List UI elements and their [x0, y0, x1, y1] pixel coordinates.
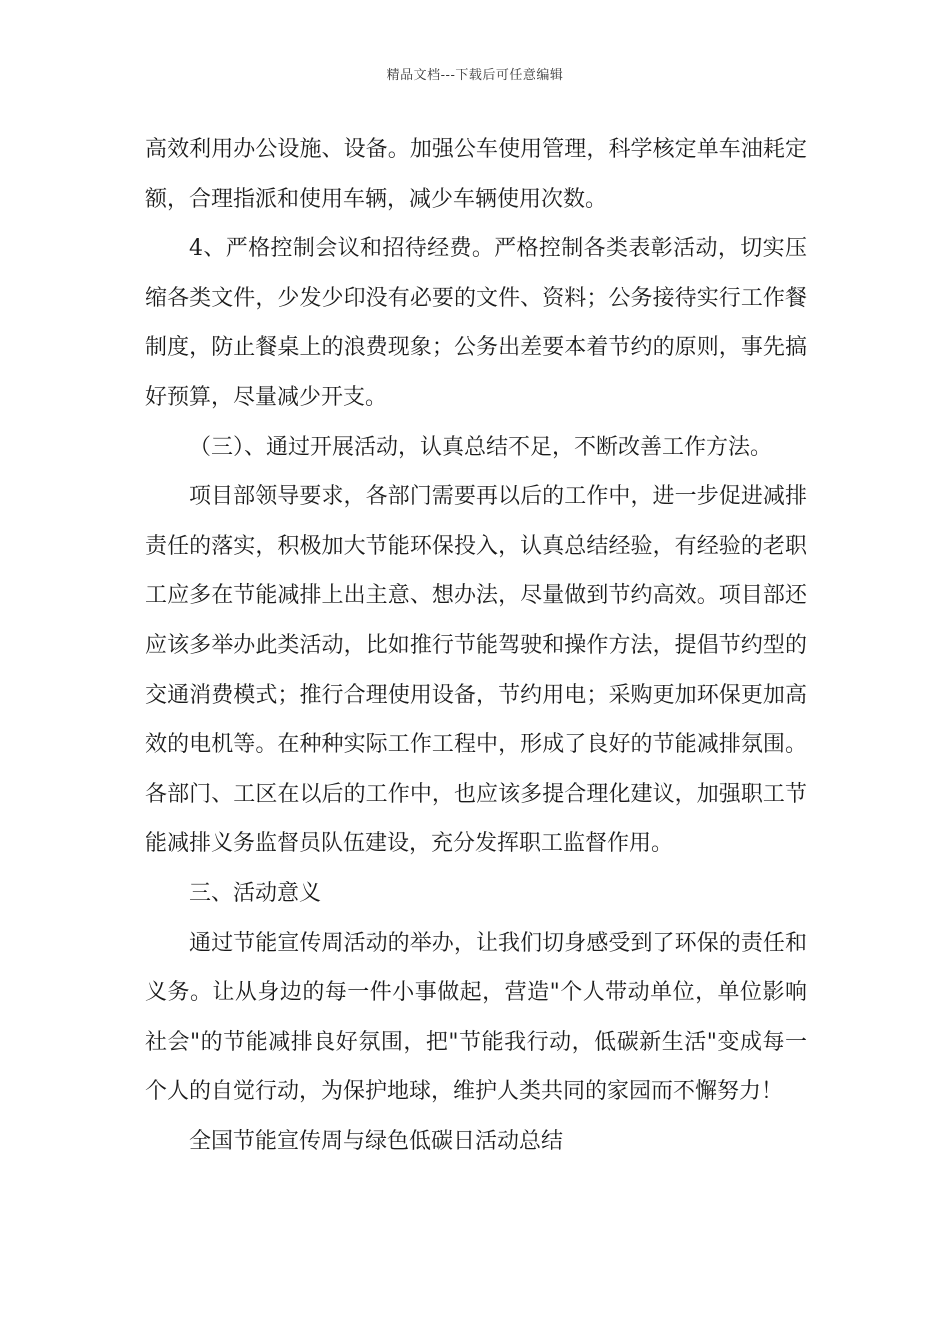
paragraph-meeting-expenses: 4、严格控制会议和招待经费。严格控制各类表彰活动，切实压缩各类文件，少发少印没有必要的文件、资料；公务接待实行工作餐制度，防止餐桌上的浪费现象；公务出差要本着节约的原则，事先搞好预算，尽量减少开支。 — [145, 236, 807, 410]
section-heading-significance: 三、活动意义 — [189, 880, 322, 906]
page-header: 精品文档---下载后可任意编辑 — [386, 68, 564, 83]
document-body — [145, 125, 807, 1166]
section-heading-improve-methods: （三）、通过开展活动，认真总结不足，不断改善工作方法。 — [189, 434, 773, 460]
paragraph-significance: 通过节能宣传周活动的举办，让我们切身感受到了环保的责任和义务。让从身边的每一件小事做起，营造"个人带动单位，单位影响社会"的节能减排良好氛围，把"节能我行动，低碳新生活"变成每一个人的自觉行动，为保护地球，维护人类共同的家园而不懈努力！ — [145, 930, 807, 1105]
paragraph-project-requirements: 项目部领导要求，各部门需要再以后的工作中，进一步促进减排责任的落实，积极加大节能环保投入，认真总结经验，有经验的老职工应多在节能减排上出主意、想办法，尽量做到节约高效。项目部还应该多举办此类活动，比如推行节能驾驶和操作方法，提倡节约型的交通消费模式；推行合理使用设备，节约用电；采购更加环保更加高效的电机等。在种种实际工作工程中，形成了良好的节能减排氛围。各部门、工区在以后的工作中，也应该多提合理化建议，加强职工节能减排义务监督员队伍建设，充分发挥职工监督作用。 — [145, 484, 807, 857]
paragraph-continuation: 高效利用办公设施、设备。加强公车使用管理，科学核定单车油耗定额，合理指派和使用车辆，减少车辆使用次数。 — [145, 137, 807, 212]
document-title-next: 全国节能宣传周与绿色低碳日活动总结 — [189, 1128, 564, 1154]
